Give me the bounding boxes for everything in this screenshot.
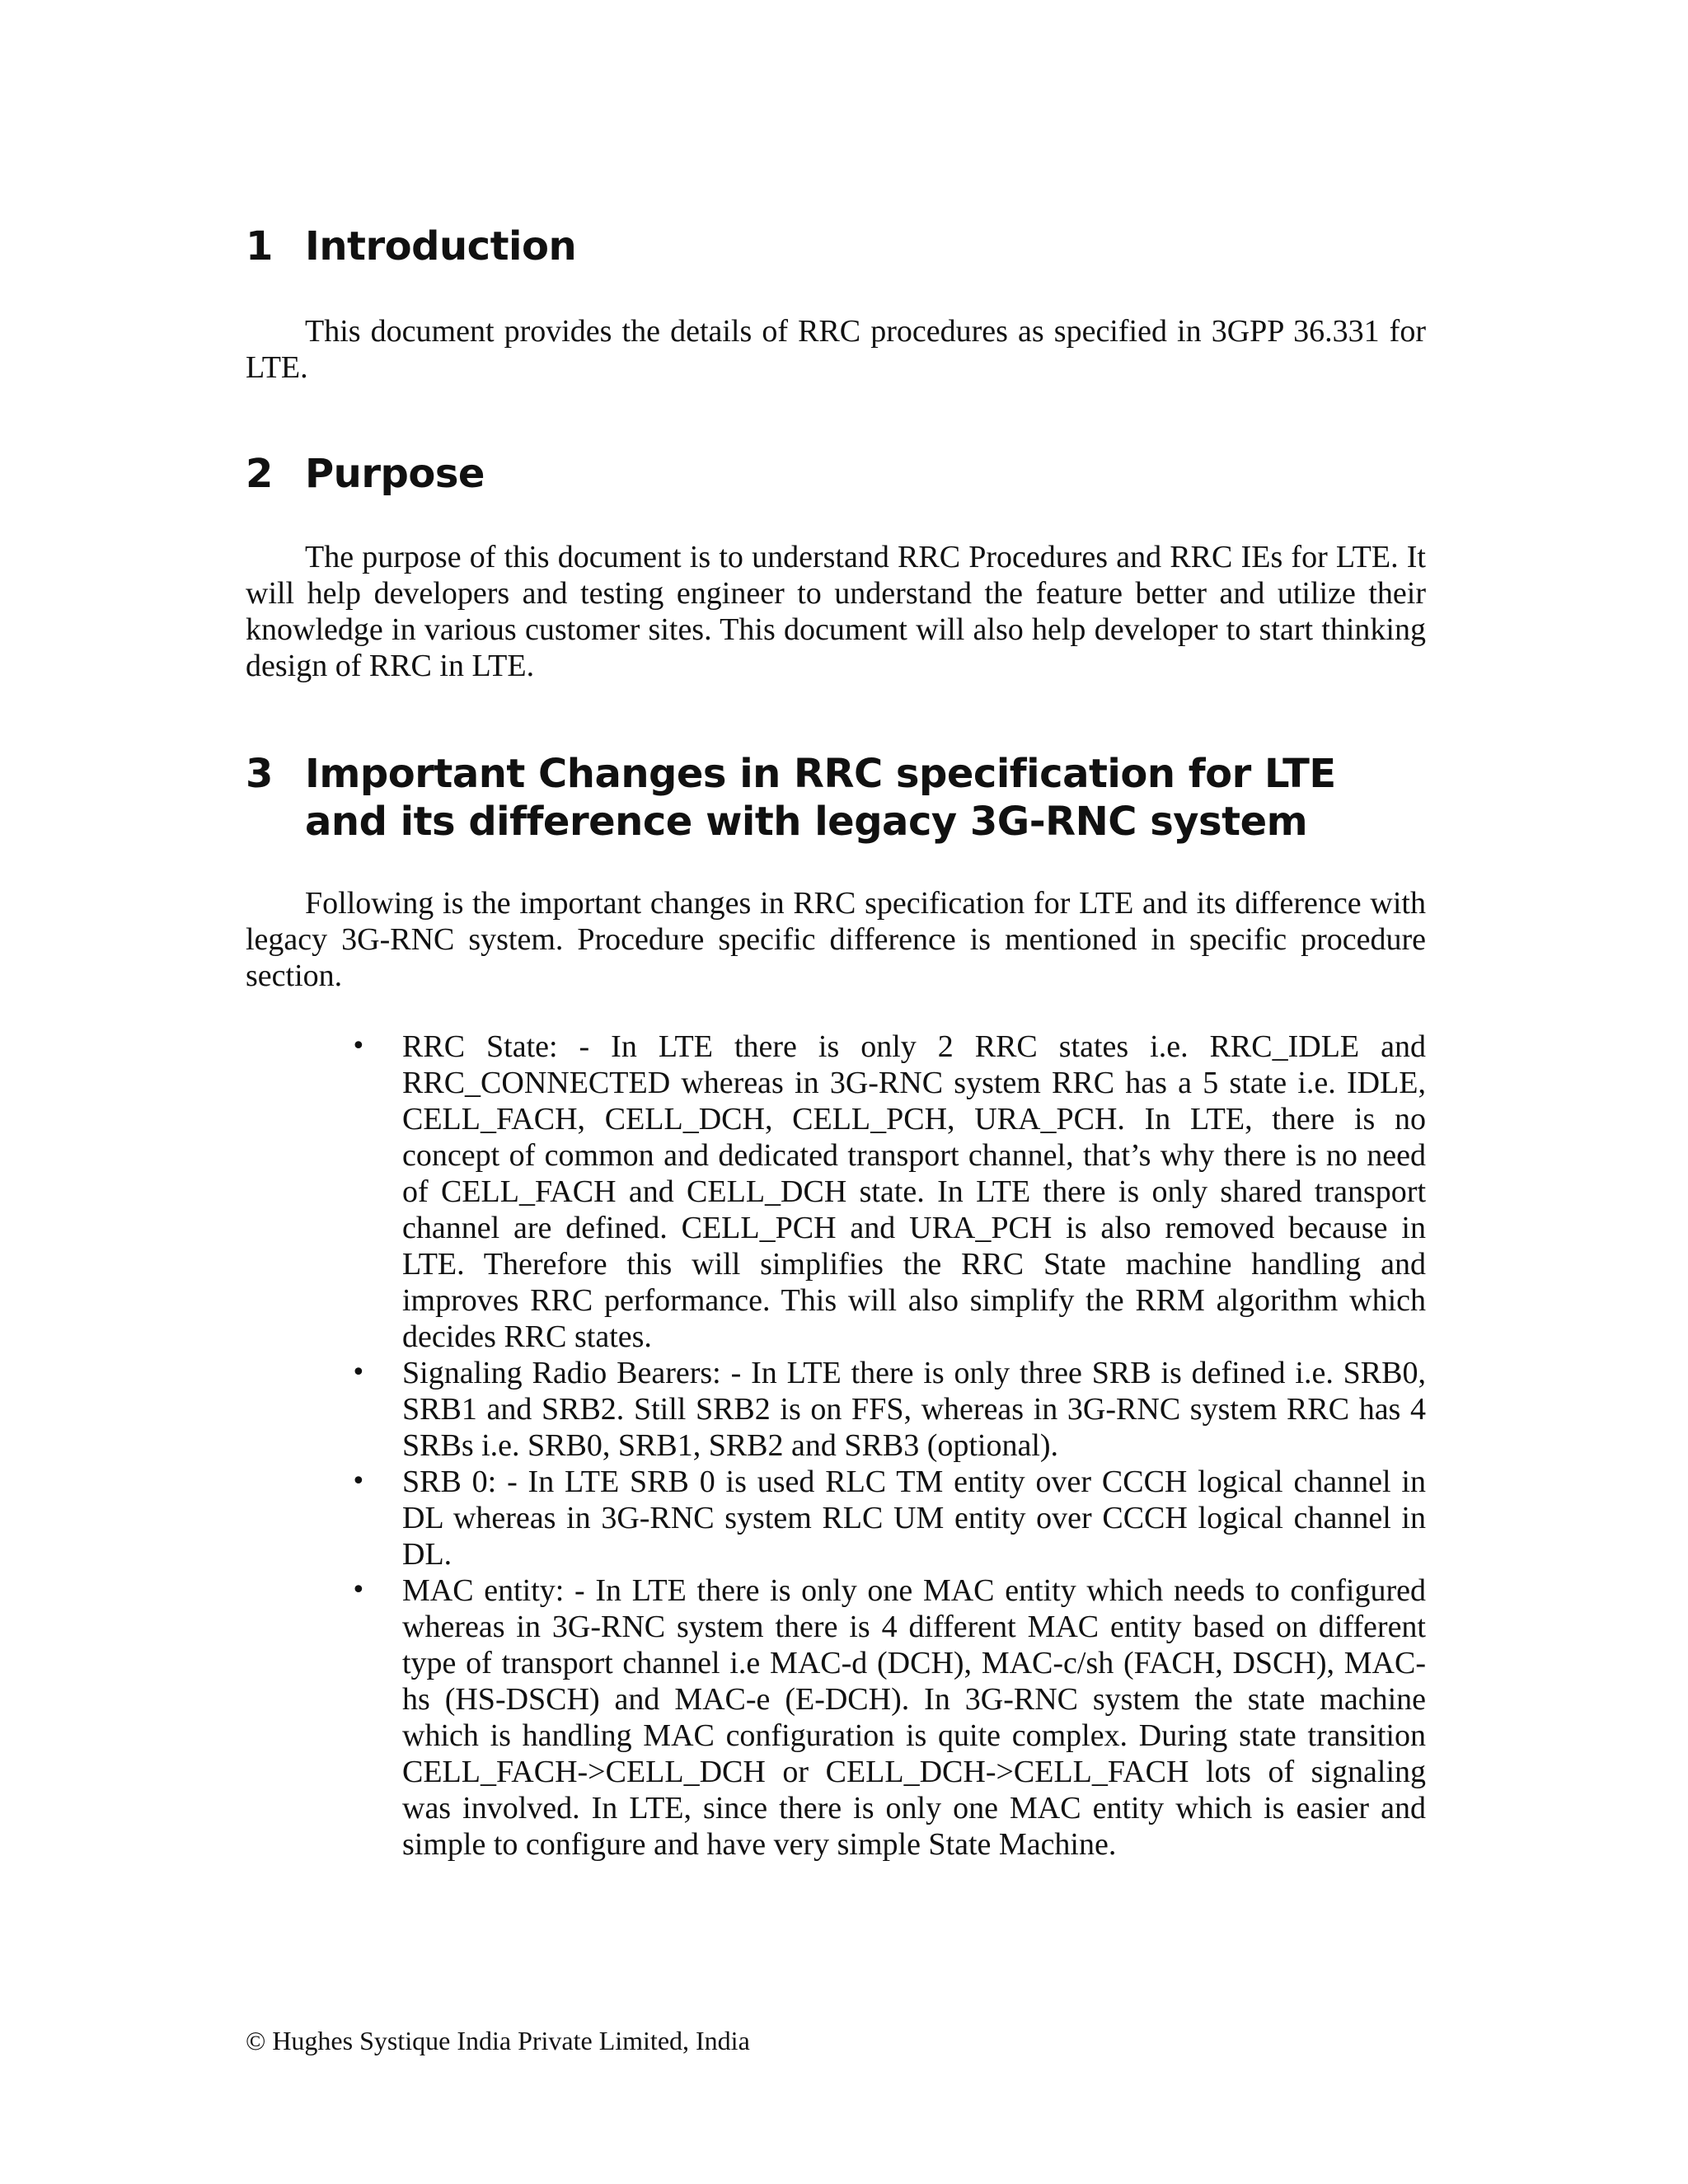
bullet-text: RRC State: - In LTE there is only 2 RRC states i.e. RRC_IDLE and RRC_CONNECTED whereas in 3G-RNC system RRC has a 5 state i.e. IDLE, CELL_FACH, CELL_DCH, CELL_PCH, URA_PCH. In LTE, there is no concept of common and dedicated transport channel, that’s why there is no need of CELL_FACH and CELL_DCH state. In LTE there is only shared transport channel are defined. CELL_PCH and URA_PCH is also removed because in LTE. Therefore this will simplifies the RRC State machine handling and improves RRC performance. This will also simplify the RRM algorithm which decides RRC states. (402, 1029, 1426, 1354)
bullet-icon: • (351, 1358, 366, 1387)
section-introduction (246, 223, 1426, 386)
list-item (351, 1572, 1426, 1863)
page-footer: © Hughes Systique India Private Limited, India (246, 2026, 750, 2055)
section-title: Purpose (305, 451, 485, 497)
section-number: 1 (246, 223, 273, 269)
section-title: Introduction (305, 223, 577, 269)
section-heading (246, 750, 1426, 846)
bullet-text: MAC entity: - In LTE there is only one MAC entity which needs to configured whereas in 3G-RNC system there is 4 different MAC entity based on different type of transport channel i.e MAC-d (DCH), MAC-c/sh (FACH, DSCH), MAC-hs (HS-DSCH) and MAC-e (E-DCH). In 3G-RNC system the state machine which is handling MAC configuration is quite complex. During state transition CELL_FACH->CELL_DCH or CELL_DCH->CELL_FACH lots of signaling was involved. In LTE, since there is only one MAC entity which is easier and simple to configure and have very simple State Machine. (402, 1573, 1426, 1862)
section-purpose (246, 450, 1426, 684)
section-heading (246, 450, 1426, 498)
list-item (351, 1029, 1426, 1355)
bullet-text: SRB 0: - In LTE SRB 0 is used RLC TM entity over CCCH logical channel in DL whereas in 3G-RNC system RLC UM entity over CCCH logical channel in DL. (402, 1465, 1426, 1572)
section-important-changes (246, 750, 1426, 1863)
section-paragraph: Following is the important changes in RRC specification for LTE and its difference with legacy 3G-RNC system. Procedure specific difference is mentioned in specific procedure section. (246, 886, 1426, 993)
section-paragraph: This document provides the details of RRC procedures as specified in 3GPP 36.331 for LTE. (246, 314, 1426, 385)
section-paragraph: The purpose of this document is to understand RRC Procedures and RRC IEs for LTE. It will help developers and testing engineer to understand the feature better and utilize their knowledge in various customer sites. This document will also help developer to start thinking design of RRC in LTE. (246, 540, 1426, 683)
section-heading (246, 223, 1426, 270)
bullet-icon: • (351, 1467, 366, 1496)
document-page (246, 223, 1426, 1863)
section-title: Important Changes in RRC specification for LTE and its difference with legacy 3G-RNC system (305, 751, 1336, 845)
changes-bullet-list (246, 1029, 1426, 1863)
section-number: 2 (246, 451, 273, 497)
bullet-icon: • (351, 1032, 366, 1061)
section-number: 3 (246, 751, 273, 797)
list-item (351, 1464, 1426, 1572)
bullet-icon: • (351, 1576, 366, 1605)
bullet-text: Signaling Radio Bearers: - In LTE there is only three SRB is defined i.e. SRB0, SRB1 and SRB2. Still SRB2 is on FFS, whereas in 3G-RNC system RRC has 4 SRBs i.e. SRB0, SRB1, SRB2 and SRB3 (optional). (402, 1356, 1426, 1463)
list-item (351, 1355, 1426, 1464)
